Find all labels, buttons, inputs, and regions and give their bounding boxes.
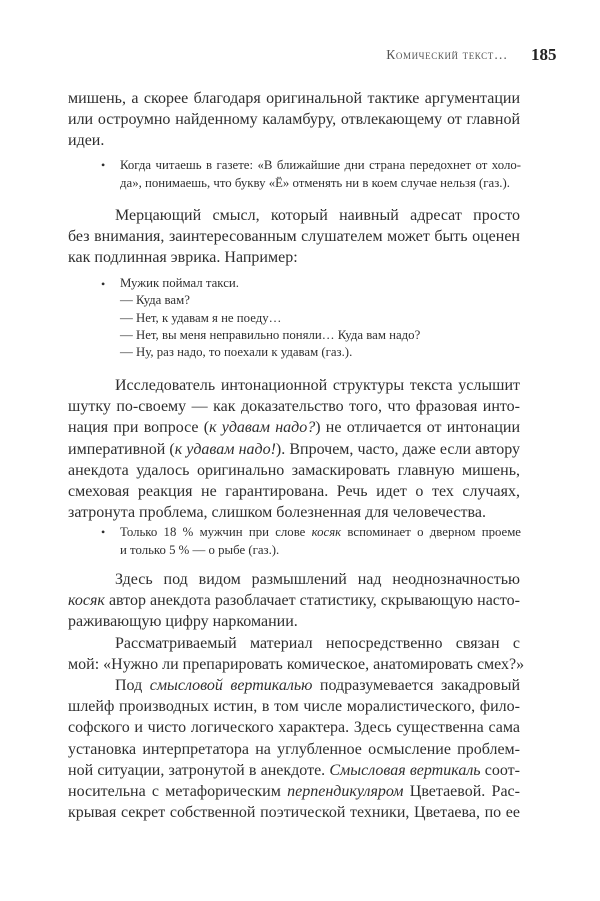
text-segment: затронута проблема, слишком болезненная для человечества. — [68, 504, 486, 522]
text-segment: или остроумно найденному каламбуру, отвлекающему от главной — [68, 111, 520, 129]
text-line — [101, 327, 521, 344]
text-segment: — Куда вам? — [120, 293, 190, 308]
text-line — [101, 292, 521, 309]
bullet-icon: • — [101, 277, 106, 291]
italic-term: смысловой вертикалью — [149, 676, 313, 694]
italic-term: косяк — [68, 592, 105, 610]
text-segment: автор анекдота разоблачает статистику, скрывающую насто- — [104, 592, 520, 610]
italic-term: косяк — [311, 525, 342, 539]
italic-term: перпендикуляром — [287, 782, 404, 800]
text-line — [101, 344, 521, 361]
text-line — [68, 205, 520, 226]
text-segment: нация при вопросе ( — [68, 419, 210, 437]
body-paragraph — [68, 569, 525, 823]
text-line — [68, 130, 520, 151]
text-segment: Цветаевой. Рас- — [403, 782, 520, 800]
text-line — [101, 310, 521, 327]
text-line — [68, 417, 520, 438]
text-segment: носительна с метафорическим — [68, 782, 288, 800]
text-segment: — Ну, раз надо, то поехали к удавам (газ.). — [120, 345, 353, 360]
text-segment: Мужик поймал такси. — [120, 276, 239, 290]
text-segment: крывая секрет собственной поэтической техники, Цветаева, по ее — [68, 804, 520, 822]
page-number: 185 — [531, 45, 557, 64]
text-line — [68, 675, 520, 696]
text-segment: ной ситуации, затронутой в анекдоте. — [68, 761, 330, 779]
text-line — [68, 439, 520, 460]
text-line — [68, 696, 520, 717]
example-quote — [101, 156, 521, 192]
running-title: Комический текст… — [386, 47, 508, 62]
text-segment: ). Впрочем, часто, даже если автору — [275, 440, 520, 458]
text-line — [68, 502, 520, 523]
body-paragraph — [68, 88, 520, 152]
text-line — [68, 88, 520, 109]
text-segment: идеи. — [68, 132, 105, 150]
italic-term: к удавам надо! — [174, 440, 276, 458]
text-segment: шутку по-своему — как доказательство того, что фразовая инто- — [68, 398, 520, 416]
text-line — [68, 760, 520, 781]
bullet-icon: • — [101, 525, 106, 539]
text-line — [68, 739, 520, 760]
text-line — [68, 802, 520, 823]
text-segment: смеховая реакция не гарантирована. Речь идет о тех случаях, — [68, 482, 520, 500]
text-segment: мишень, а скорее благодаря оригинальной тактике аргументации — [68, 90, 520, 107]
text-segment: как подлинная эврика. Например: — [68, 249, 298, 267]
text-line — [68, 611, 520, 632]
text-line — [68, 109, 520, 130]
text-segment: Рассматриваемый материал непосредственно связан с — [115, 634, 520, 652]
text-segment: ) не отличается от интонации — [315, 419, 520, 437]
text-line — [68, 633, 520, 654]
text-line — [101, 275, 521, 292]
text-segment: Мерцающий смысл, который наивный адресат просто — [115, 207, 520, 224]
text-segment: соот- — [480, 761, 520, 779]
example-quote — [101, 523, 521, 559]
text-segment: вспоминает о дверном проеме — [341, 525, 521, 539]
text-line — [68, 375, 520, 396]
text-segment: Исследователь интонационной структуры текста услышит — [115, 377, 520, 394]
text-line — [101, 174, 521, 192]
text-segment: мой: «Нужно ли препарировать комическое, анатомировать смех?» — [68, 655, 525, 673]
text-segment: анекдота удалось оригинально замаскировать главную мишень, — [68, 461, 520, 479]
text-line — [68, 226, 520, 247]
text-line — [68, 247, 520, 268]
example-quote — [101, 275, 521, 361]
text-segment: Здесь под видом размышлений над неоднозначностью — [115, 571, 520, 588]
text-line — [68, 460, 520, 481]
text-line — [68, 717, 520, 738]
text-segment: — Нет, к удавам я не поеду… — [120, 310, 282, 325]
italic-term: к удавам надо? — [209, 419, 316, 437]
text-segment: императивной ( — [68, 440, 175, 458]
text-segment: и только 5 % — о рыбе (газ.). — [120, 543, 280, 557]
text-line — [101, 541, 521, 559]
body-paragraph — [68, 205, 520, 269]
text-line — [68, 481, 520, 502]
text-segment: Когда читаешь в газете: «В ближайшие дни страна передохнет от холо- — [120, 158, 521, 172]
text-segment: — Нет, вы меня неправильно поняли… Куда вам надо? — [120, 327, 421, 342]
text-segment: Только 18 % мужчин при слове — [120, 525, 312, 539]
text-line — [68, 569, 520, 590]
text-line — [68, 781, 520, 802]
text-segment: да», понимаешь, что букву «Ё» отменять ни в коем случае нельзя (газ.). — [120, 176, 510, 190]
text-line — [101, 523, 521, 541]
text-line — [68, 654, 525, 675]
bullet-icon: • — [101, 158, 106, 172]
text-segment: подразумевается закадровый — [312, 676, 520, 694]
body-paragraph — [68, 375, 520, 523]
text-segment: шлейф производных истин, в том числе моралистического, фило- — [68, 698, 520, 716]
text-line — [68, 590, 520, 611]
text-segment: без внимания, заинтересованным слушателем может быть оценен — [68, 228, 520, 246]
text-line — [101, 156, 521, 174]
text-segment: Под — [115, 676, 150, 694]
text-segment: раживающую цифру наркомании. — [68, 613, 298, 631]
text-segment: установка интерпретатора на углубленное осмысление проблем- — [68, 740, 520, 758]
text-segment: софского и чисто логического характера. Здесь существенна сама — [68, 719, 520, 737]
text-line — [68, 396, 520, 417]
italic-term: Смысловая вертикаль — [329, 761, 481, 779]
